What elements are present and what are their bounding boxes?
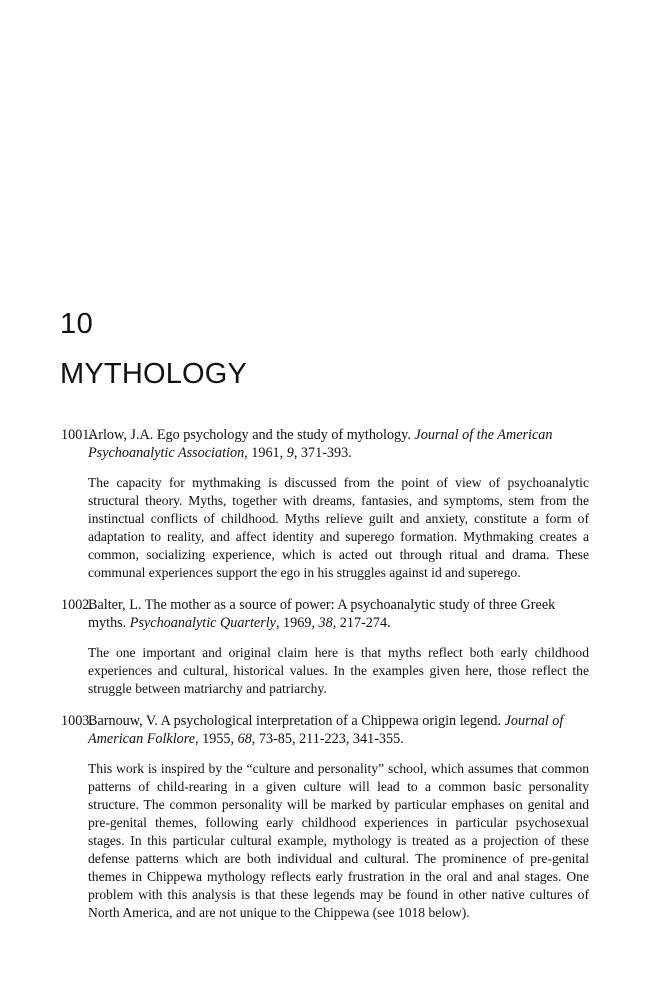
citation-year: 1955 [202,731,231,747]
entry-number: 1002. [61,597,93,613]
entry-abstract: The one important and original claim here is that myths reflect both early childhood experiences and cultural, historical values. In the examples given here, those reflect the struggle between matriarchy and patriarchy. [88,645,589,696]
bibliography-entry [61,596,589,698]
citation-pages: 217-274. [339,615,391,631]
bibliography-entry [61,712,589,922]
citation-volume: 38 [318,615,333,631]
entry-citation: Balter, L. The mother as a source of power: A psychoanalytic study of three Greek myths. Psychoanalytic Quarterly, 1969, 38, 217-274. [88,597,556,631]
citation-volume: 68 [237,731,252,747]
citation-authors-title: Barnouw, V. A psychological interpretation of a Chippewa origin legend. [88,713,502,729]
citation-authors-title: Arlow, J.A. Ego psychology and the study of mythology. [88,427,411,443]
citation-year: 1961 [251,445,280,461]
chapter-number: 10 [60,308,94,340]
citation-volume: 9 [286,445,294,461]
citation-pages: 371-393. [300,445,352,461]
citation-pages: 73-85, 211-223, 341-355. [258,731,404,747]
entry-citation: Arlow, J.A. Ego psychology and the study of mythology. Journal of the American Psychoanalytic Association, 1961, 9, 371-393. [88,427,553,461]
entry-abstract: The capacity for mythmaking is discussed from the point of view of psychoanalytic structural theory. Myths, together with dreams, fantasies, and symptoms, stem from the instinctual conflicts of childhood. Myths relieve guilt and anxiety, constitute a form of adaptation to reality, and affect identity and superego formation. Mythmaking creates a common, socializing experience, which is acted out through ritual and drama. These communal experiences support the ego in his struggles against id and superego. [88,475,589,580]
entry-abstract: This work is inspired by the “culture and personality” school, which assumes that common patterns of child-rearing in a given culture will lead to a common basic personality structure. The common personality will be marked by particular emphases on genital and pre-genital themes, following early childhood experiences in particular psychosexual stages. In this particular cultural example, mythology is treated as a projection of these defense patterns which are both individual and cultural. The prominence of pre-genital themes in Chippewa mythology reflects early frustration in the oral and anal stages. One problem with this analysis is that these legends may be found in other native cultures of North America, and are not unique to the Chippewa (see 1018 below). [88,761,589,920]
entry-number: 1001. [61,427,93,443]
citation-year: 1969 [283,615,312,631]
bibliography-entries [61,426,589,936]
citation-journal: Journal of the American Psychoanalytic Association [88,427,553,461]
entry-citation: Barnouw, V. A psychological interpretation of a Chippewa origin legend. Journal of American Folklore, 1955, 68, 73-85, 211-223, 341-355. [88,713,564,747]
citation-authors-title: Balter, L. The mother as a source of power: A psychoanalytic study of three Greek myths. [88,597,556,631]
bibliography-entry [61,426,589,582]
entry-number: 1003. [61,713,93,729]
chapter-title: MYTHOLOGY [60,358,248,390]
citation-journal: Journal of American Folklore [88,713,564,747]
citation-journal: Psychoanalytic Quarterly [129,615,276,631]
